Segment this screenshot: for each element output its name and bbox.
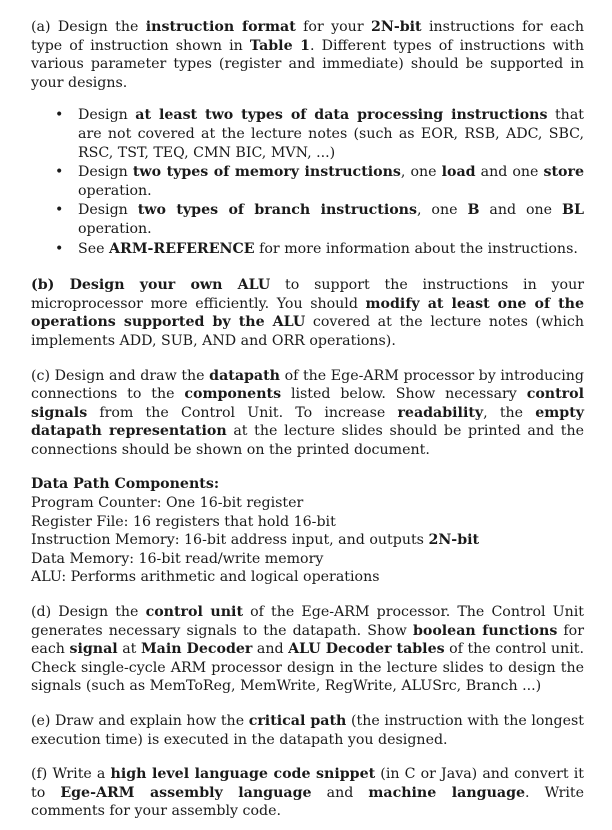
datapath-line [31,531,584,550]
text: (a) Design the [31,19,146,35]
list-item [55,201,584,238]
text: (in C or Java) and convert it to [31,766,584,801]
section-d [31,603,584,696]
bold-text: at least two types of data processing instructions [135,107,548,124]
bold-text: control signals [31,386,584,421]
text: Design [78,202,138,219]
text: of the control unit. Check single-cycle ARM processor design in the lecture slides to design the signals (such as MemToReg, MemWrite, RegWrite, ALUSrc, Branch ...) [31,641,584,695]
text: operation. [78,182,152,199]
text: Design [78,107,136,124]
bold-text: BL [562,202,584,219]
text: instructions for each type of instruction shown in [31,19,584,54]
bold-text: Table 1 [249,37,311,54]
list-item [55,240,584,259]
section-a [31,18,584,92]
text: (e) Draw and explain how the [31,713,249,729]
bold-text: two types of branch instructions [137,202,417,219]
bold-text: (b) Design your own ALU [31,277,271,294]
section-f [31,765,584,821]
text: and [311,784,369,801]
datapath-line: ALU: Performs arithmetic and logical operations [31,569,380,586]
text: to support the instructions in your microprocessor more efficiently. You should [31,277,584,312]
text: for each [31,622,584,658]
bold-text: load [441,164,476,181]
text: from the Control Unit. To increase [87,404,398,421]
bullet-icon: • [55,202,64,219]
text: listed below. Show necessary [281,386,527,403]
bold-text: modify at least one of the operations supported by the ALU [31,295,584,331]
text: of the Ege-ARM processor. The Control Unit generates necessary signals to the datapath. Show [31,604,584,639]
text: Instruction Memory: 16-bit address input, and outputs [31,532,429,549]
bold-text: Ege-ARM assembly language [60,784,312,801]
bold-text: two types of memory instructions [132,164,401,181]
bold-text: store [543,164,584,181]
bullet-icon: • [55,240,64,257]
list-item [55,163,584,200]
datapath-components [31,475,584,587]
text: at [117,641,141,658]
text: for your [295,19,371,35]
section-c [31,367,584,460]
text: See [78,240,110,257]
bold-text: machine language [368,784,526,801]
datapath-title: Data Path Components: [31,476,220,493]
text: and one [479,202,563,219]
bullet-icon: • [55,164,64,181]
bold-text: B [467,202,480,219]
bold-text: control unit [145,604,244,621]
text: , the [483,404,536,421]
bullet-icon: • [55,107,64,124]
text: for more information about the instructions. [254,240,578,257]
bold-text: boolean functions [412,622,558,639]
text: . Different types of instructions with various parameter types (register and immediate) should be supported in your designs. [31,37,584,91]
bold-text: 2N-bit [428,532,480,549]
text: of the Ege-ARM processor by introducing connections to the [31,367,584,403]
bold-text: signal [69,641,118,658]
text: , one [400,164,442,181]
bold-text: 2N-bit [371,19,422,35]
bold-text: ARM-REFERENCE [109,240,255,257]
text: covered at the lecture notes (which implements ADD, SUB, AND and ORR operations). [31,314,584,349]
text: and one [475,164,544,181]
section-b [31,276,584,350]
text: that are not covered at the lecture notes (such as EOR, RSB, ADC, SBC, RSC, TST, TEQ, CMN BIC, MVN, ...) [78,107,584,161]
datapath-line: Data Memory: 16-bit read/write memory [31,550,324,567]
bold-text: Main Decoder [140,641,253,658]
bold-text: components [184,386,282,403]
section-e [31,712,584,749]
datapath-line: Register File: 16 registers that hold 16-bit [31,513,336,530]
bold-text: critical path [248,713,347,729]
bold-text: empty datapath representation [31,404,584,440]
text: (d) Design the [31,604,146,621]
bold-text: datapath [209,367,280,384]
bold-text: instruction format [145,19,296,35]
text: (the instruction with the longest execution time) is executed in the datapath you designed. [31,713,584,748]
bold-text: ALU Decoder tables [288,641,445,658]
bold-text: high level language code snippet [110,766,376,783]
bold-text: readability [397,404,484,421]
datapath-line: Program Counter: One 16-bit register [31,495,304,512]
list-item [55,106,584,162]
text: (f) Write a [31,766,111,783]
text: . Write comments for your assembly code. [31,784,584,820]
text: operation. [78,220,152,237]
text: at the lecture slides should be printed and the connections should be shown on the printed document. [31,423,584,458]
text: , one [416,202,468,219]
text: Design [78,164,133,181]
bullet-list [31,106,584,258]
text: (c) Design and draw the [31,367,210,384]
text: and [252,641,289,658]
